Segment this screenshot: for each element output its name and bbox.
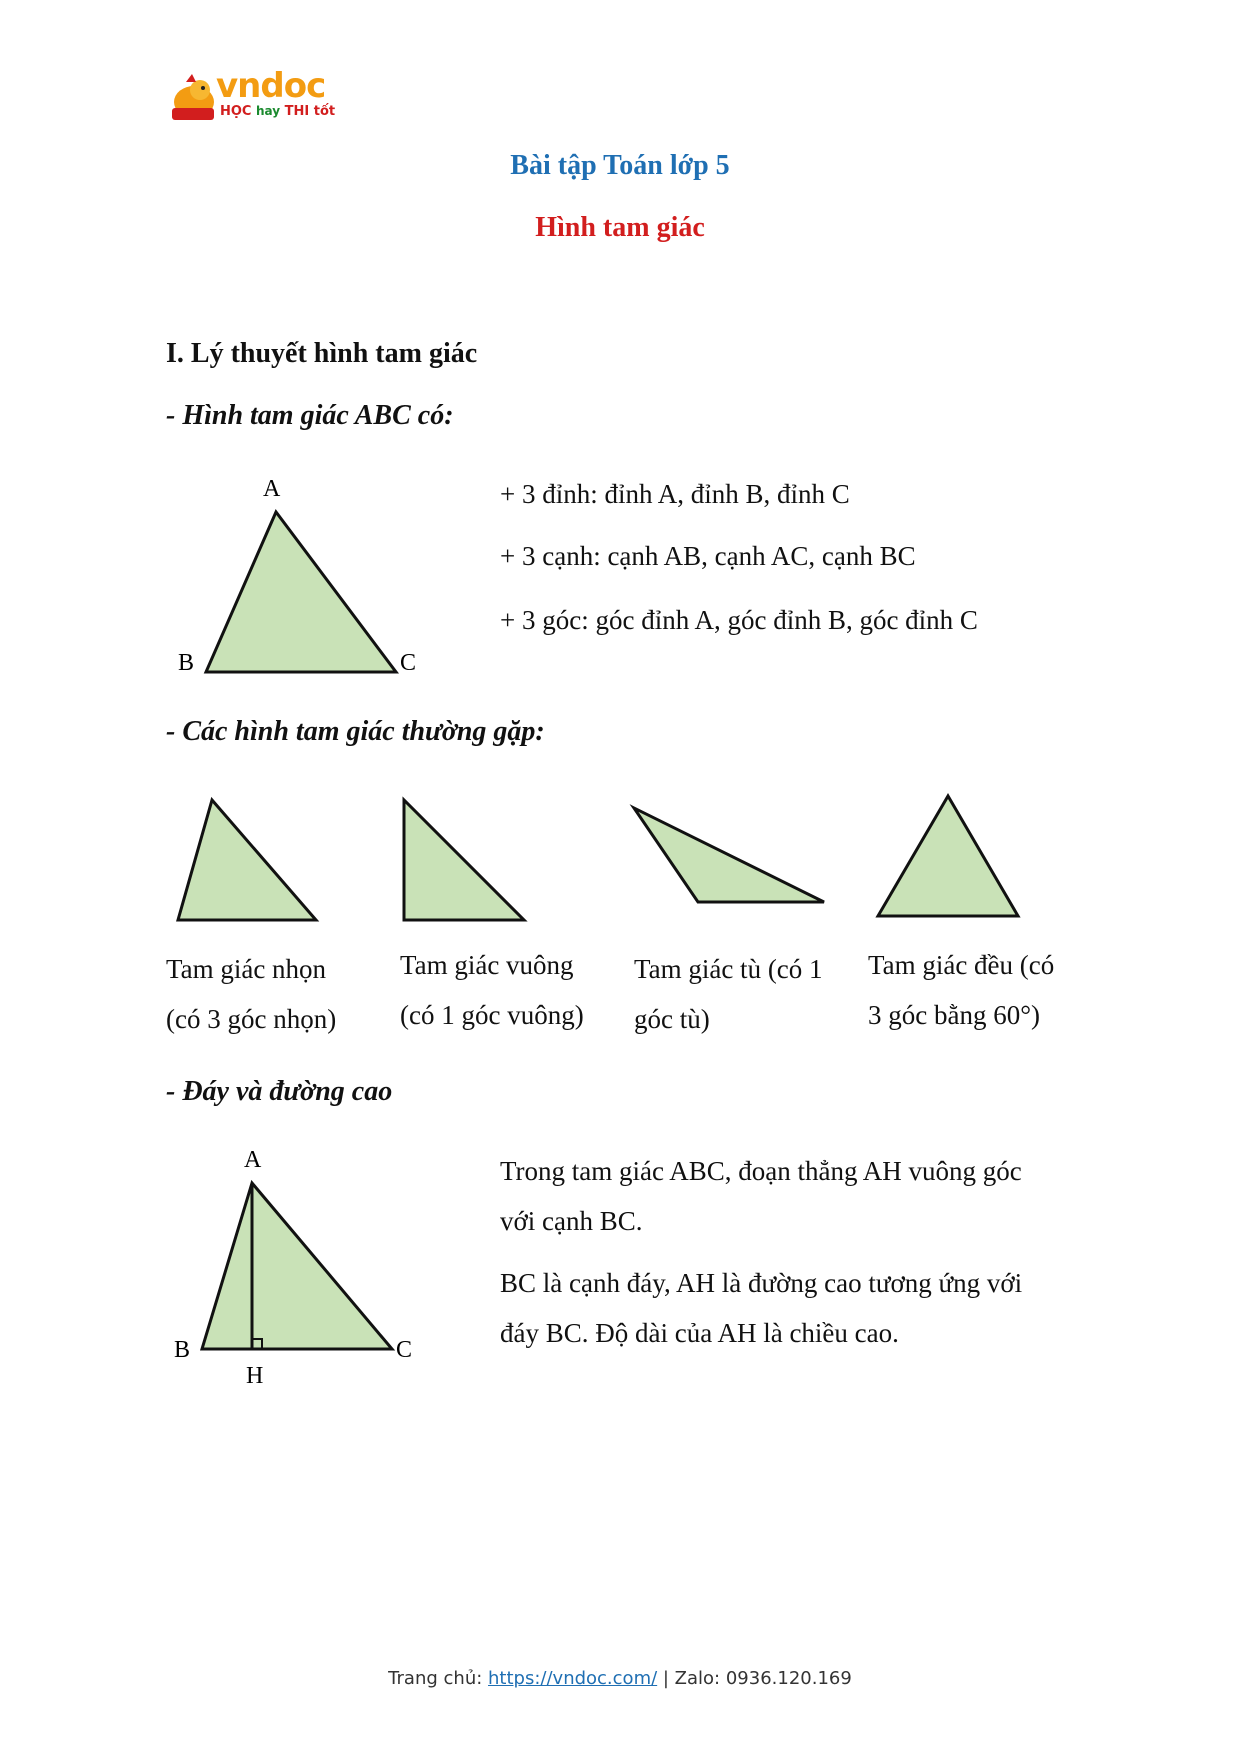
paragraph-altitude: Trong tam giác ABC, đoạn thẳng AH vuông góc với cạnh BC. [500, 1156, 1022, 1236]
label-h: H [246, 1363, 264, 1389]
caption-obtuse: Tam giác tù (có 1 góc tù) [634, 954, 823, 1034]
caption-equilateral: Tam giác đều (có 3 góc bằng 60°) [868, 950, 1055, 1030]
altitude-figure [166, 1145, 436, 1395]
caption-right: Tam giác vuông (có 1 góc vuông) [400, 950, 584, 1030]
label-b: B [174, 1337, 191, 1363]
right-triangle [404, 800, 524, 920]
logo-slogan: HỌC hay THI tốt [220, 104, 336, 119]
logo-brand: vndoc [216, 66, 326, 106]
caption-acute: Tam giác nhọn (có 3 góc nhọn) [166, 954, 337, 1034]
triangle-abc-shape [206, 512, 396, 672]
section-heading: I. Lý thuyết hình tam giác [166, 338, 478, 369]
label-c: C [396, 1337, 413, 1363]
subheading-triangle-types: - Các hình tam giác thường gặp: [166, 716, 545, 747]
triangle-abc-altitude-shape [202, 1183, 392, 1349]
bullet-sides: + 3 cạnh: cạnh AB, cạnh AC, cạnh BC [500, 541, 916, 571]
homepage-link[interactable]: https://vndoc.com/ [488, 1668, 658, 1689]
page-subtitle: Hình tam giác [535, 212, 705, 243]
page-title: Bài tập Toán lớp 5 [510, 150, 730, 181]
bullet-angles: + 3 góc: góc đỉnh A, góc đỉnh B, góc đỉnh C [500, 605, 978, 635]
acute-triangle [178, 800, 316, 920]
subheading-base-height: - Đáy và đường cao [166, 1076, 393, 1107]
label-c: C [400, 650, 417, 676]
label-a: A [263, 476, 281, 502]
equilateral-triangle [878, 796, 1018, 916]
label-b: B [178, 650, 195, 676]
triangle-types-figure [160, 780, 1060, 930]
page-footer: Trang chủ: https://vndoc.com/ | Zalo: 0936.120.169 [388, 1668, 852, 1689]
paragraph-base: BC là cạnh đáy, AH là đường cao tương ứng với đáy BC. Độ dài của AH là chiều cao. [500, 1268, 1023, 1348]
subheading-triangle-abc: - Hình tam giác ABC có: [166, 400, 454, 431]
triangle-abc-figure [170, 470, 430, 680]
bullet-vertices: + 3 đỉnh: đỉnh A, đỉnh B, đỉnh C [500, 479, 850, 509]
obtuse-triangle [634, 808, 824, 902]
label-a: A [244, 1147, 262, 1173]
